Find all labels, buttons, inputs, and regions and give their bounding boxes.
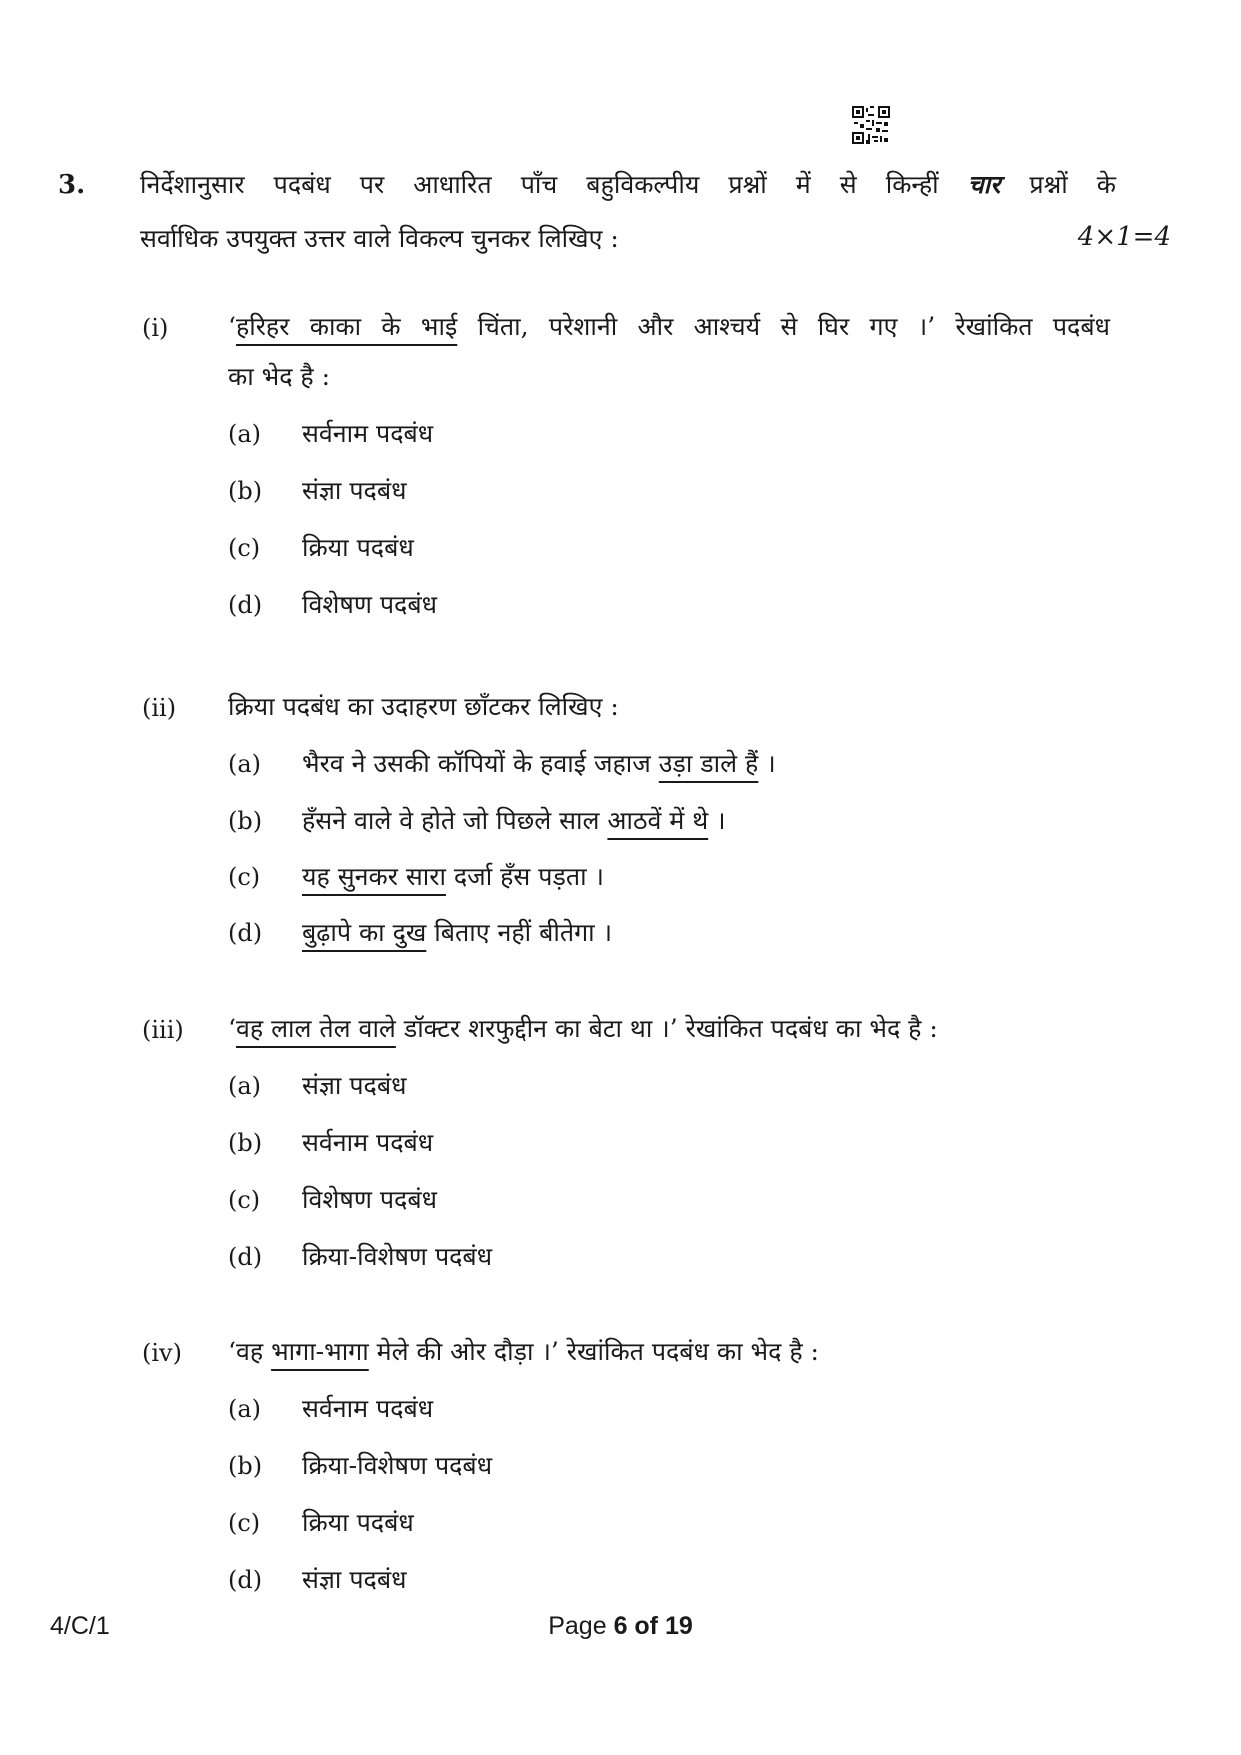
option-text-after: ।: [708, 806, 726, 835]
question-number: 3.: [58, 170, 86, 200]
stem-rest: डॉक्टर शरफुद्दीन का बेटा था ।’ रेखांकित पदबंध का भेद है :: [395, 1014, 938, 1043]
option-label: (d): [228, 919, 263, 947]
page-current: 6: [613, 1612, 628, 1640]
underlined-phrase: उड़ा डाले हैं: [658, 749, 759, 778]
subquestion-stem: [228, 1335, 819, 1369]
option-text-after: ।: [758, 749, 776, 778]
option-text-before: हँसने वाले वे होते जो पिछले साल: [302, 806, 608, 835]
option-label: (d): [228, 591, 263, 619]
option-text: [302, 859, 604, 893]
option-text: सर्वनाम पदबंध: [302, 1394, 434, 1423]
option-text: सर्वनाम पदबंध: [302, 1128, 434, 1157]
page-number: [0, 1612, 1241, 1641]
option-text: [302, 915, 612, 949]
option-text-after: बिताए नहीं बीतेगा ।: [426, 918, 613, 947]
underlined-phrase: भागा-भागा: [271, 1337, 369, 1366]
stem-quote: ‘: [228, 1014, 236, 1043]
option-label: (a): [228, 1072, 262, 1100]
option-label: (a): [228, 750, 262, 778]
option-text: विशेषण पदबंध: [302, 590, 437, 619]
option-text: क्रिया पदबंध: [302, 533, 414, 562]
stem-quote: ‘: [228, 312, 236, 341]
qr-code-icon: [852, 106, 890, 144]
option-label: (c): [228, 534, 261, 562]
stem-rest: मेले की ओर दौड़ा ।’ रेखांकित पदबंध का भेद है :: [368, 1337, 819, 1366]
instruction-bold-word: चार: [967, 170, 1001, 199]
subquestion-stem-line2: का भेद है :: [228, 362, 331, 391]
option-text: विशेषण पदबंध: [302, 1185, 437, 1214]
option-text-after: दर्जा हँस पड़ता ।: [445, 862, 604, 891]
option-text-before: भैरव ने उसकी कॉपियों के हवाई जहाज: [302, 749, 659, 778]
option-text: संज्ञा पदबंध: [302, 1565, 407, 1594]
subquestion-label: (ii): [142, 694, 177, 722]
page-prefix: Page: [548, 1612, 614, 1640]
instruction-text-after: प्रश्नों के: [1029, 170, 1117, 199]
option-label: (c): [228, 1186, 261, 1214]
question-instruction-line1: [140, 168, 1116, 202]
option-text: क्रिया पदबंध: [302, 1508, 414, 1537]
subquestion-stem: [228, 310, 1110, 344]
subquestion-label: (i): [142, 314, 169, 342]
underlined-phrase: आठवें में थे: [607, 806, 709, 835]
underlined-phrase: यह सुनकर सारा: [302, 862, 446, 891]
option-label: (d): [228, 1566, 263, 1594]
stem-quote: ‘वह: [228, 1337, 272, 1366]
option-label: (b): [228, 1452, 263, 1480]
underlined-phrase: हरिहर काका के भाई: [235, 312, 458, 341]
instruction-text-before: निर्देशानुसार पदबंध पर आधारित पाँच बहुविकल्पीय प्रश्नों में से किन्हीं: [140, 170, 939, 199]
subquestion-label: (iv): [142, 1339, 182, 1367]
option-text: संज्ञा पदबंध: [302, 1071, 407, 1100]
page-total: 19: [664, 1612, 693, 1640]
option-label: (d): [228, 1243, 263, 1271]
option-label: (c): [228, 1509, 261, 1537]
option-text: क्रिया-विशेषण पदबंध: [302, 1451, 493, 1480]
paper-code: 4/C/1: [50, 1612, 110, 1640]
question-instruction-line2: सर्वाधिक उपयुक्त उत्तर वाले विकल्प चुनकर लिखिए :: [140, 224, 619, 253]
underlined-phrase: बुढ़ापे का दुख: [302, 918, 427, 947]
subquestion-stem: क्रिया पदबंध का उदाहरण छाँटकर लिखिए :: [228, 692, 619, 721]
page-of: of: [627, 1612, 665, 1640]
subquestion-stem: [228, 1012, 938, 1046]
option-label: (b): [228, 1129, 263, 1157]
stem-rest: चिंता, परेशानी और आश्चर्य से घिर गए ।’ रेखांकित पदबंध: [457, 312, 1110, 341]
option-label: (a): [228, 420, 262, 448]
underlined-phrase: वह लाल तेल वाले: [235, 1014, 396, 1043]
option-text: सर्वनाम पदबंध: [302, 419, 434, 448]
option-text: संज्ञा पदबंध: [302, 476, 407, 505]
option-text: क्रिया-विशेषण पदबंध: [302, 1242, 493, 1271]
option-label: (c): [228, 863, 261, 891]
subquestion-label: (iii): [142, 1016, 184, 1044]
option-label: (b): [228, 477, 263, 505]
option-label: (b): [228, 807, 263, 835]
marks-allocation: 4×1=4: [1077, 222, 1171, 252]
option-text: [302, 803, 726, 837]
option-label: (a): [228, 1395, 262, 1423]
option-text: [302, 746, 776, 780]
